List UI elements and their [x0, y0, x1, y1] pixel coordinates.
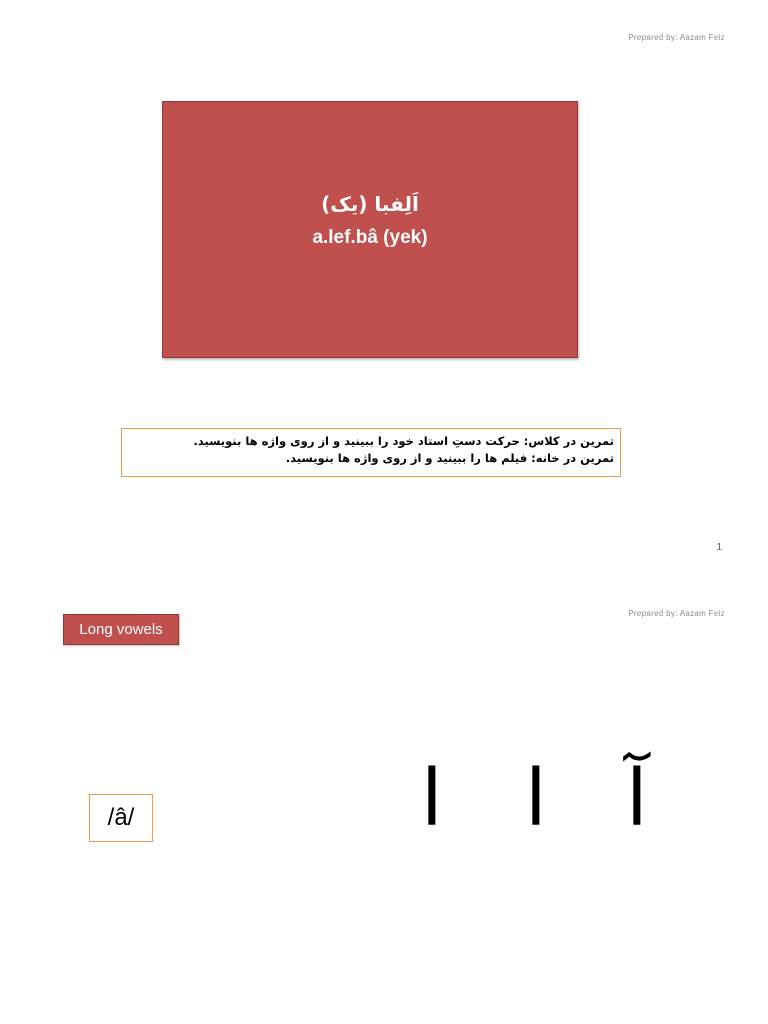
class-exercise-line: تمرین در کلاس: حرکت دستِ استاد خود را ببینید و از روی واژه ها بنویسید. — [193, 434, 614, 448]
prepared-by-label: Prepared by: Aazam Feiz — [628, 609, 725, 618]
page-number: 1 — [716, 542, 722, 553]
prepared-by-label: Prepared by: Aazam Feiz — [628, 33, 725, 42]
letter-alef-final: ا — [421, 754, 443, 844]
letter-alef-madda: آ — [626, 754, 648, 844]
home-exercise-line: تمرین در خانه: فیلم ها را ببینید و از روی واژه ها بنویسید. — [285, 451, 614, 465]
title-slide-box — [162, 101, 578, 358]
document-page-2 — [0, 576, 768, 1024]
long-vowels-label: Long vowels — [63, 614, 179, 645]
exercise-instructions-box — [121, 428, 621, 477]
title-persian: اَلِفبا (یک) — [321, 192, 419, 216]
title-transliteration: a.lef.bâ (yek) — [312, 227, 428, 248]
letter-alef: ا — [525, 754, 547, 844]
vowel-transcription-box: /â/ — [89, 794, 153, 842]
